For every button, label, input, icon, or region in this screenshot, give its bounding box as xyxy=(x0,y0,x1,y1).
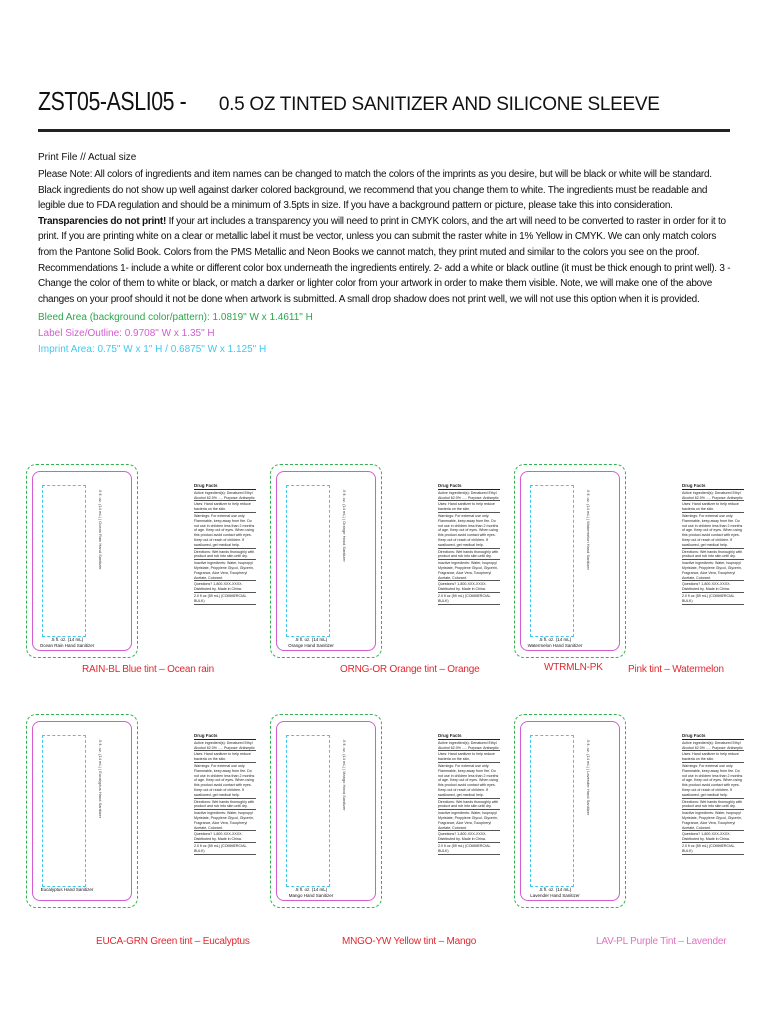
title-divider xyxy=(38,129,730,132)
drug-facts-heading: Drug Facts xyxy=(438,484,500,490)
note-bold-warning: Transparencies do not print! xyxy=(38,215,167,227)
drug-facts-active: Active ingredient(s): Denatured Ethyl Alcohol 62.0% ..... Purpose: Antiseptic xyxy=(682,740,743,750)
drug-facts-active: Active ingredient(s): Denatured Ethyl Alcohol 62.0% ..... Purpose: Antiseptic xyxy=(438,490,499,500)
sleeve-caption: .5 fl. oz. (14 mL) Lavender Hand Sanitizer xyxy=(530,887,580,898)
drug-facts-uses: Uses: Hand sanitizer to help reduce bacteria on the skin. xyxy=(194,502,256,513)
drug-facts-warnings: Warnings: For external use only. Flammable, keep away from fire. Do not use in children less than 2 months of age. Keep out of eyes. When using this product avoid contact with eyes. Keep out of reach of children. If swallowed, get medical help. xyxy=(682,513,743,547)
drug-facts-heading: Drug Facts xyxy=(194,734,256,740)
imprint-area xyxy=(530,735,574,887)
note-text: Please Note: All colors of ingredients and item names can be changed to match the colors of the imprints as you desire, but will be black or white will be standard. Black ingredients do not show up well against darker colored background, we recommend that you change them to white. The ingredients must be readable and legible due to FDA regulation and should be a minimum of 3.5pts in size. If you have a background pattern or picture, please take this into consideration. xyxy=(38,169,712,212)
tint-label: ORNG-OR Orange tint – Orange xyxy=(340,664,480,675)
drug-facts-warnings: Warnings: For external use only. Flammable, keep away from fire. Do not use in children less than 2 months of age. Keep out of eyes. When using this product avoid contact with eyes. Keep out of reach of children. If swallowed, get medical help. xyxy=(438,763,499,797)
drug-facts-active: Active ingredient(s): Denatured Ethyl Alcohol 62.0% ..... Purpose: Antiseptic xyxy=(438,740,499,750)
sleeve-caption: .5 fl. oz. (14 mL) Ocean Rain Hand Sanitizer xyxy=(39,637,95,648)
vertical-label: .5 fl. oz. (14 mL) | Mango Hand Sanitizer xyxy=(342,739,347,811)
drug-facts-heading: Drug Facts xyxy=(682,484,744,490)
drug-facts-warnings: Warnings: For external use only. Flammable, keep away from fire. Do not use in children less than 2 months of age. Keep out of eyes. When using this product avoid contact with eyes. Keep out of reach of children. If swallowed, get medical help. xyxy=(194,513,255,547)
drug-facts-panel xyxy=(194,734,256,904)
drug-facts-panel xyxy=(438,734,500,904)
drug-facts-inactive: Inactive ingredients: Water, Isopropyl Myristate, Propylene Glycol, Glycerin, Fragrance, Aloe Vera, Tocopheryl Acetate, Colorant. xyxy=(438,561,500,581)
imprint-area-spec: Imprint Area: 0.75" W x 1" H / 0.6875" W x 1.125" H xyxy=(38,344,267,355)
drug-facts-uses: Uses: Hand sanitizer to help reduce bacteria on the skin. xyxy=(438,502,500,513)
sleeve-template xyxy=(270,464,382,658)
drug-facts-inactive: Inactive ingredients: Water, Isopropyl Myristate, Propylene Glycol, Glycerin, Fragrance, Aloe Vera, Tocopheryl Acetate, Colorant. xyxy=(194,561,256,581)
print-file-label: Print File // Actual size xyxy=(38,152,137,163)
product-code: ZST05-ASLI05 - xyxy=(38,86,187,116)
drug-facts-uses: Uses: Hand sanitizer to help reduce bacteria on the skin. xyxy=(682,752,744,763)
vertical-label: .5 fl. oz. (14 mL) | Lavender Hand Sanitizer xyxy=(586,739,591,816)
drug-facts-directions: Directions: Wet hands thoroughly with product and rub into skin until dry. xyxy=(194,549,255,559)
drug-facts-footer: 2.0 fl oz (59 mL) (COMMERCIAL BULK) xyxy=(682,594,744,605)
drug-facts-heading: Drug Facts xyxy=(682,734,744,740)
drug-facts-inactive: Inactive ingredients: Water, Isopropyl Myristate, Propylene Glycol, Glycerin, Fragrance, Aloe Vera, Tocopheryl Acetate, Colorant. xyxy=(438,811,500,831)
sleeve-template xyxy=(514,714,626,908)
drug-facts-directions: Directions: Wet hands thoroughly with product and rub into skin until dry. xyxy=(438,799,499,809)
label-size-spec: Label Size/Outline: 0.9708" W x 1.35" H xyxy=(38,328,215,339)
drug-facts-directions: Directions: Wet hands thoroughly with product and rub into skin until dry. xyxy=(438,549,499,559)
drug-facts-uses: Uses: Hand sanitizer to help reduce bacteria on the skin. xyxy=(682,502,744,513)
vertical-label: .5 fl. oz. (14 mL) | Orange Hand Sanitizer xyxy=(342,489,347,562)
drug-facts-questions: Questions? 1-800-XXX-XXXX. Distributed by. Made in China. xyxy=(438,582,500,593)
drug-facts-active: Active ingredient(s): Denatured Ethyl Alcohol 62.0% ..... Purpose: Antiseptic xyxy=(682,490,743,500)
drug-facts-panel xyxy=(194,484,256,654)
drug-facts-footer: 2.0 fl oz (59 mL) (COMMERCIAL BULK) xyxy=(438,844,500,855)
drug-facts-questions: Questions? 1-800-XXX-XXXX. Distributed by. Made in China. xyxy=(438,832,500,843)
note-text-continued: If your art includes a transparency you will need to print in CMYK colors, and the art will need to be converted to raster in order for it to print. If you are printing white on a clear or metallic label it must be vector, unless you can submit the raster white in 1% Yellow in CMYK. We can only match colors from the Pantone Solid Book. Colors from the PMS Metallic and Neon Books we cannot match, they print muted and similar to the colors you see on the proof. Recommendations 1- include a white or different color box underneath the ingredients entirely. 2- add a white or black outline (it must be thick enough to print well). 3 - Change the color of them to white or black, or match a darker or lighter color from your artwork in order to make them visible. Note, we will make one of the above changes on your proof should it not be done when artwork is submitted. A small drop shadow does not print well, we will not use this option when it is provided. xyxy=(38,215,731,305)
drug-facts-active: Active ingredient(s): Denatured Ethyl Alcohol 62.0% ..... Purpose: Antiseptic xyxy=(194,740,255,750)
sleeve-template xyxy=(514,464,626,658)
drug-facts-footer: 2.0 fl oz (59 mL) (COMMERCIAL BULK) xyxy=(438,594,500,605)
drug-facts-warnings: Warnings: For external use only. Flammable, keep away from fire. Do not use in children less than 2 months of age. Keep out of eyes. When using this product avoid contact with eyes. Keep out of reach of children. If swallowed, get medical help. xyxy=(194,763,255,797)
drug-facts-footer: 2.0 fl oz (59 mL) (COMMERCIAL BULK) xyxy=(194,844,256,855)
drug-facts-active: Active ingredient(s): Denatured Ethyl Alcohol 62.0% ..... Purpose: Antiseptic xyxy=(194,490,255,500)
bleed-area-spec: Bleed Area (background color/pattern): 1.0819" W x 1.4611" H xyxy=(38,312,313,323)
tint-label: Pink tint – Watermelon xyxy=(628,664,724,675)
tint-label: EUCA-GRN Green tint – Eucalyptus xyxy=(96,936,250,947)
instructions-paragraph xyxy=(38,167,731,307)
imprint-area xyxy=(42,735,86,887)
sleeve-template xyxy=(270,714,382,908)
drug-facts-warnings: Warnings: For external use only. Flammable, keep away from fire. Do not use in children less than 2 months of age. Keep out of eyes. When using this product avoid contact with eyes. Keep out of reach of children. If swallowed, get medical help. xyxy=(438,513,499,547)
proof-row-1 xyxy=(26,462,744,662)
drug-facts-heading: Drug Facts xyxy=(194,484,256,490)
drug-facts-uses: Uses: Hand sanitizer to help reduce bacteria on the skin. xyxy=(438,752,500,763)
drug-facts-inactive: Inactive ingredients: Water, Isopropyl Myristate, Propylene Glycol, Glycerin, Fragrance, Aloe Vera, Tocopheryl Acetate, Colorant. xyxy=(682,561,744,581)
product-name: 0.5 OZ TINTED SANITIZER AND SILICONE SLEEVE xyxy=(218,94,660,115)
vertical-label: .5 fl. oz. (14 mL) | Watermelon Hand Sanitizer xyxy=(586,489,591,570)
drug-facts-inactive: Inactive ingredients: Water, Isopropyl Myristate, Propylene Glycol, Glycerin, Fragrance, Aloe Vera, Tocopheryl Acetate, Colorant. xyxy=(682,811,744,831)
drug-facts-footer: 2.0 fl oz (59 mL) (COMMERCIAL BULK) xyxy=(194,594,256,605)
drug-facts-footer: 2.0 fl oz (59 mL) (COMMERCIAL BULK) xyxy=(682,844,744,855)
tint-label: LAV-PL Purple Tint – Lavender xyxy=(596,936,727,947)
imprint-area xyxy=(530,485,574,637)
imprint-area xyxy=(286,735,330,887)
sleeve-caption: .5 fl. oz. (14 mL) Watermelon Hand Sanitizer xyxy=(527,637,583,648)
tint-code-label: WTRMLN-PK xyxy=(544,662,603,673)
imprint-area xyxy=(42,485,86,637)
imprint-area xyxy=(286,485,330,637)
drug-facts-directions: Directions: Wet hands thoroughly with product and rub into skin until dry. xyxy=(682,799,743,809)
drug-facts-panel xyxy=(438,484,500,654)
drug-facts-directions: Directions: Wet hands thoroughly with product and rub into skin until dry. xyxy=(682,549,743,559)
tint-label: RAIN-BL Blue tint – Ocean rain xyxy=(82,664,215,675)
drug-facts-questions: Questions? 1-800-XXX-XXXX. Distributed by. Made in China. xyxy=(682,582,744,593)
drug-facts-heading: Drug Facts xyxy=(438,734,500,740)
sleeve-template xyxy=(26,464,138,658)
drug-facts-warnings: Warnings: For external use only. Flammable, keep away from fire. Do not use in children less than 2 months of age. Keep out of eyes. When using this product avoid contact with eyes. Keep out of reach of children. If swallowed, get medical help. xyxy=(682,763,743,797)
drug-facts-inactive: Inactive ingredients: Water, Isopropyl Myristate, Propylene Glycol, Glycerin, Fragrance, Aloe Vera, Tocopheryl Acetate, Colorant. xyxy=(194,811,256,831)
sleeve-caption: .5 fl. oz. (14 mL) Orange Hand Sanitizer xyxy=(288,637,334,648)
page-title xyxy=(38,86,738,117)
drug-facts-questions: Questions? 1-800-XXX-XXXX. Distributed by. Made in China. xyxy=(682,832,744,843)
sleeve-caption: .5 fl. oz. (14 mL) Mango Hand Sanitizer xyxy=(288,887,334,898)
drug-facts-questions: Questions? 1-800-XXX-XXXX. Distributed by. Made in China. xyxy=(194,582,256,593)
tint-label: MNGO-YW Yellow tint – Mango xyxy=(342,936,477,947)
sleeve-template xyxy=(26,714,138,908)
proof-row-2 xyxy=(26,712,744,912)
drug-facts-uses: Uses: Hand sanitizer to help reduce bacteria on the skin. xyxy=(194,752,256,763)
vertical-label: .5 fl. oz. (14 mL) | Eucalyptus Hand Sanitizer xyxy=(98,739,103,819)
drug-facts-directions: Directions: Wet hands thoroughly with product and rub into skin until dry. xyxy=(194,799,255,809)
sleeve-caption: Eucalyptus Hand Sanitizer xyxy=(40,887,94,892)
drug-facts-questions: Questions? 1-800-XXX-XXXX. Distributed by. Made in China. xyxy=(194,832,256,843)
drug-facts-panel xyxy=(682,734,744,904)
drug-facts-panel xyxy=(682,484,744,654)
vertical-label: .5 fl. oz. (14 mL) | Ocean Rain Hand Sanitizer xyxy=(98,489,103,570)
